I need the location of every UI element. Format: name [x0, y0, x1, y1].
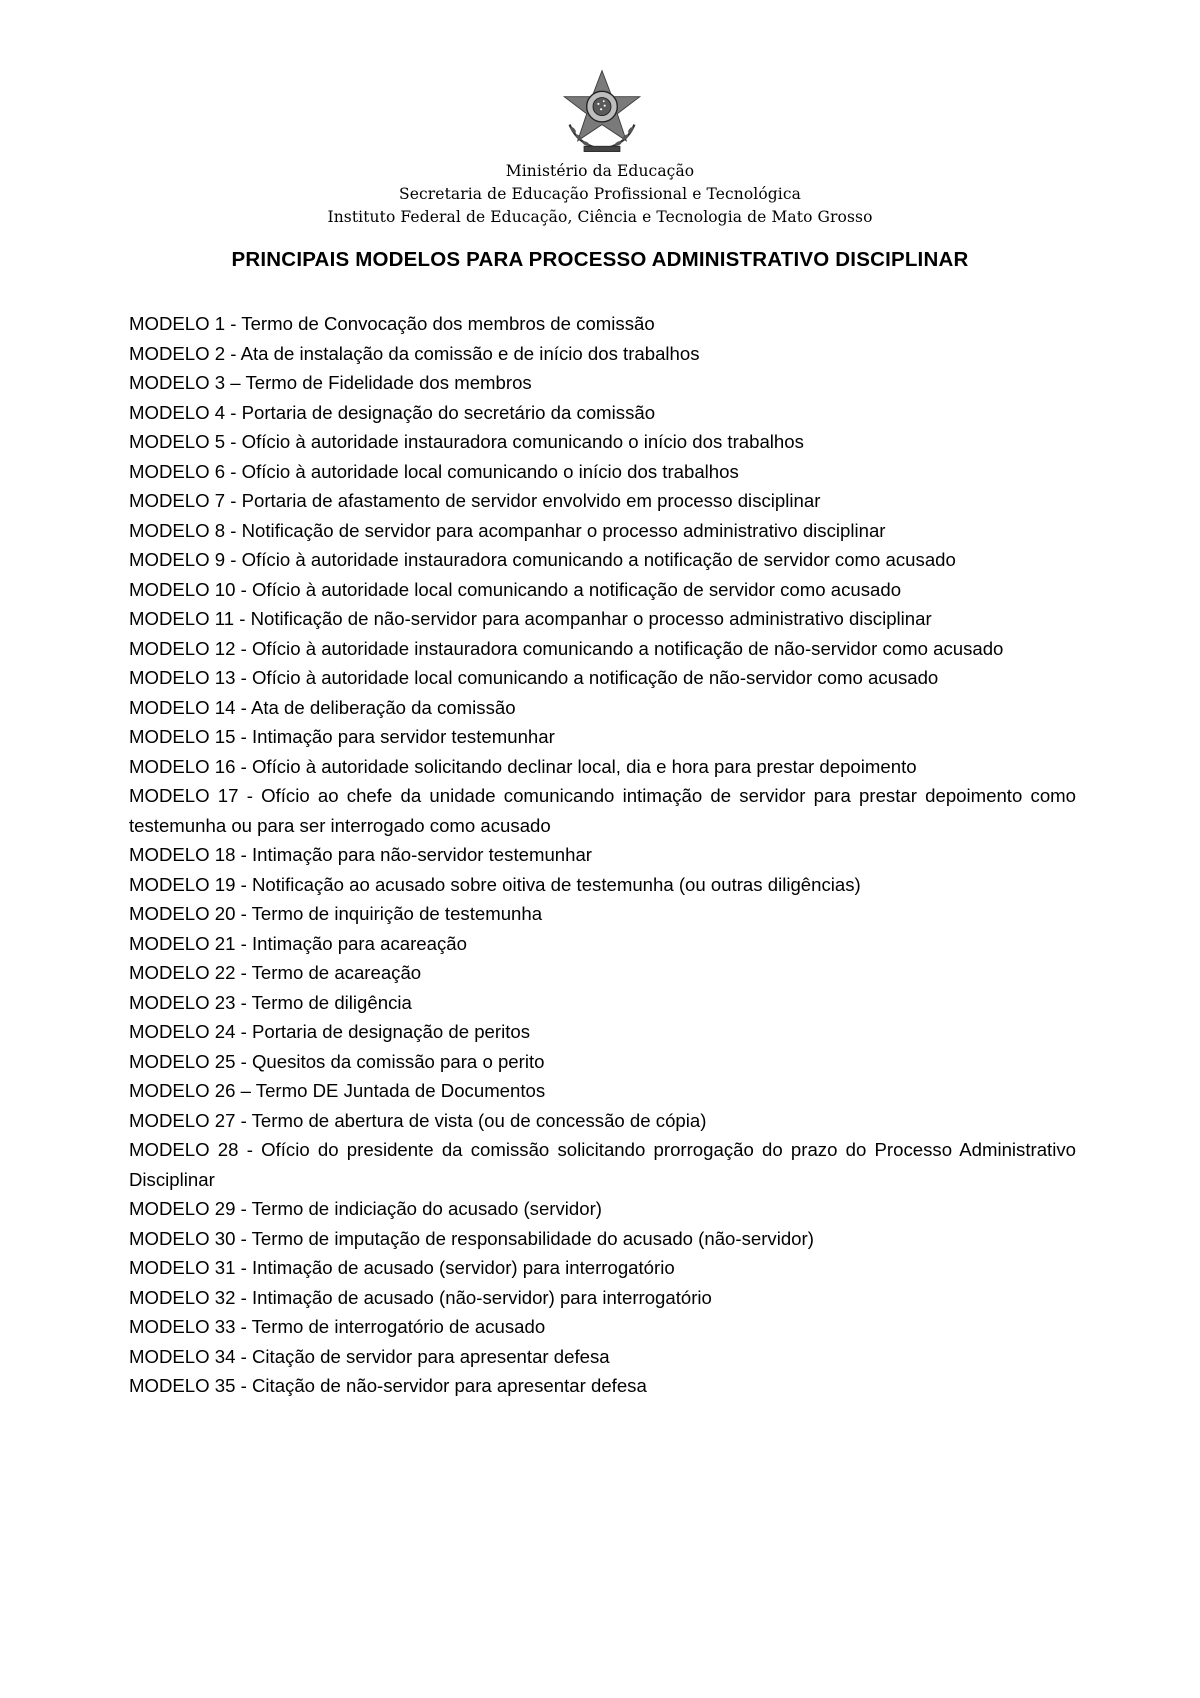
model-code: MODELO 34 — [129, 1345, 236, 1367]
list-item — [129, 693, 1076, 723]
model-separator: - — [225, 431, 242, 452]
model-separator: - — [235, 1227, 252, 1249]
model-separator: - — [235, 1198, 252, 1219]
model-separator: - — [238, 785, 262, 806]
model-separator: - — [235, 667, 252, 688]
document-title: PRINCIPAIS MODELOS PARA PROCESSO ADMINISTRATIVO DISCIPLINAR — [231, 248, 969, 271]
list-item — [129, 929, 1076, 959]
list-item — [129, 1135, 1076, 1194]
model-code: MODELO 16 — [129, 755, 236, 777]
list-item — [129, 1224, 1076, 1254]
model-description: Notificação ao acusado sobre oitiva de testemunha (ou outras diligências) — [251, 873, 861, 895]
model-separator: - — [235, 1316, 252, 1337]
model-code: MODELO 33 — [129, 1316, 236, 1337]
model-description: Ofício à autoridade instauradora comunicando a notificação de não-servidor como acusado — [251, 637, 1004, 659]
model-code: MODELO 18 — [129, 844, 236, 865]
model-code: MODELO 11 — [129, 608, 235, 629]
list-item — [129, 1017, 1076, 1047]
list-item — [129, 368, 1076, 398]
model-code: MODELO 35 — [129, 1375, 236, 1396]
list-item — [129, 427, 1076, 457]
model-separator: - — [225, 401, 242, 423]
model-description: Ofício à autoridade solicitando declinar local, dia e hora para prestar depoimento — [251, 755, 917, 777]
model-description: Ofício à autoridade instauradora comunicando o início dos trabalhos — [241, 431, 804, 452]
list-item — [129, 634, 1076, 664]
model-description: Ofício ao chefe da unidade comunicando intimação de servidor para prestar depoimento como testemunha ou para ser interrogado como acusado — [129, 785, 1076, 836]
model-code: MODELO 21 — [129, 932, 236, 954]
model-code: MODELO 31 — [129, 1257, 236, 1278]
model-code: MODELO 9 — [129, 549, 226, 570]
list-item — [129, 545, 1076, 575]
model-description: Quesitos da comissão para o perito — [251, 1050, 545, 1072]
list-item — [129, 1283, 1076, 1313]
model-description: Termo de Fidelidade dos membros — [245, 372, 532, 393]
model-code: MODELO 30 — [129, 1227, 236, 1249]
model-code: MODELO 19 — [129, 873, 236, 895]
model-separator: - — [225, 490, 242, 511]
model-description: Portaria de designação de peritos — [251, 1021, 531, 1042]
model-separator: - — [235, 578, 252, 600]
model-separator: - — [235, 1286, 252, 1308]
model-separator: - — [225, 460, 242, 482]
brazil-coat-of-arms-emblem — [557, 67, 647, 157]
model-description: Notificação de não-servidor para acompanhar o processo administrativo disciplinar — [250, 608, 932, 629]
model-code: MODELO 25 — [129, 1050, 236, 1072]
model-separator: - — [225, 342, 241, 364]
model-separator: - — [235, 1021, 252, 1042]
model-separator: - — [235, 1050, 252, 1072]
model-separator: - — [225, 519, 242, 541]
model-code: MODELO 29 — [129, 1198, 236, 1219]
model-code: MODELO 8 — [129, 519, 226, 541]
model-code: MODELO 28 — [129, 1139, 239, 1160]
model-separator: – — [225, 372, 246, 393]
model-description: Ofício à autoridade local comunicando o início dos trabalhos — [241, 460, 739, 482]
model-description: Citação de servidor para apresentar defesa — [251, 1345, 610, 1367]
secretariat-line: Secretaria de Educação Profissional e Tecnológica — [399, 185, 801, 203]
model-separator: - — [235, 1375, 252, 1396]
model-separator: - — [235, 903, 252, 924]
model-description: Intimação de acusado (servidor) para interrogatório — [251, 1257, 675, 1278]
model-code: MODELO 7 — [129, 490, 226, 511]
list-item — [129, 339, 1076, 369]
list-item — [129, 486, 1076, 516]
model-separator: - — [235, 637, 252, 659]
list-item — [129, 1371, 1076, 1401]
ministry-line: Ministério da Educação — [505, 162, 695, 180]
model-separator: - — [235, 755, 252, 777]
model-code: MODELO 32 — [129, 1286, 236, 1308]
list-item — [129, 1194, 1076, 1224]
list-item — [129, 781, 1076, 840]
model-description: Ofício do presidente da comissão solicitando prorrogação do prazo do Processo Administrativo Disciplinar — [129, 1139, 1076, 1190]
list-item — [129, 1076, 1076, 1106]
model-code: MODELO 13 — [129, 667, 236, 688]
list-item — [129, 457, 1076, 487]
model-separator: - — [235, 873, 252, 895]
model-separator: - — [238, 1139, 262, 1160]
model-description: Ata de instalação da comissão e de início dos trabalhos — [240, 342, 700, 364]
institute-line: Instituto Federal de Educação, Ciência e Tecnologia de Mato Grosso — [327, 208, 873, 226]
list-item — [129, 1342, 1076, 1372]
model-separator: - — [235, 1345, 252, 1367]
model-code: MODELO 5 — [129, 431, 226, 452]
list-item — [129, 1312, 1076, 1342]
model-code: MODELO 2 — [129, 342, 226, 364]
list-item — [129, 722, 1076, 752]
model-code: MODELO 3 — [129, 372, 226, 393]
model-description: Termo de imputação de responsabilidade do acusado (não-servidor) — [251, 1227, 814, 1249]
model-code: MODELO 20 — [129, 903, 236, 924]
list-item — [129, 516, 1076, 546]
list-item — [129, 575, 1076, 605]
list-item — [129, 958, 1076, 988]
model-description: Termo de diligência — [251, 991, 412, 1013]
model-code: MODELO 26 — [129, 1080, 236, 1101]
model-separator: - — [235, 991, 252, 1013]
list-item — [129, 899, 1076, 929]
model-list — [129, 309, 1076, 1401]
model-separator: - — [235, 726, 252, 747]
list-item — [129, 663, 1076, 693]
model-description: Intimação de acusado (não-servidor) para interrogatório — [251, 1286, 712, 1308]
model-description: Termo de acareação — [251, 962, 422, 983]
model-description: Termo de indiciação do acusado (servidor) — [251, 1198, 602, 1219]
model-description: Ata de deliberação da comissão — [250, 696, 516, 718]
model-code: MODELO 27 — [129, 1109, 236, 1131]
list-item — [129, 988, 1076, 1018]
model-code: MODELO 14 — [129, 696, 236, 718]
list-item — [129, 752, 1076, 782]
model-description: Termo de inquirição de testemunha — [251, 903, 543, 924]
model-separator: - — [234, 608, 251, 629]
model-description: Ofício à autoridade local comunicando a notificação de servidor como acusado — [251, 578, 902, 600]
model-description: Termo de abertura de vista (ou de concessão de cópia) — [251, 1109, 707, 1131]
model-code: MODELO 6 — [129, 460, 226, 482]
list-item — [129, 840, 1076, 870]
model-description: Citação de não-servidor para apresentar defesa — [251, 1375, 647, 1396]
model-description: Termo DE Juntada de Documentos — [255, 1080, 546, 1101]
model-separator: - — [235, 1109, 252, 1131]
model-separator: - — [235, 844, 252, 865]
model-description: Portaria de afastamento de servidor envolvido em processo disciplinar — [241, 490, 821, 511]
model-separator: - — [235, 932, 252, 954]
model-description: Termo de Convocação dos membros de comissão — [241, 313, 655, 334]
list-item — [129, 309, 1076, 339]
list-item — [129, 870, 1076, 900]
model-description: Ofício à autoridade instauradora comunicando a notificação de servidor como acusado — [241, 549, 956, 570]
model-code: MODELO 1 — [129, 313, 226, 334]
list-item — [129, 1106, 1076, 1136]
model-code: MODELO 12 — [129, 637, 236, 659]
model-separator: - — [235, 696, 251, 718]
institution-header — [0, 160, 1200, 229]
model-description: Intimação para servidor testemunhar — [251, 726, 555, 747]
list-item — [129, 1253, 1076, 1283]
model-separator: - — [225, 549, 242, 570]
list-item — [129, 604, 1076, 634]
model-separator: - — [235, 962, 252, 983]
model-code: MODELO 17 — [129, 785, 239, 806]
model-description: Ofício à autoridade local comunicando a notificação de não-servidor como acusado — [251, 667, 939, 688]
model-code: MODELO 10 — [129, 578, 236, 600]
model-code: MODELO 24 — [129, 1021, 236, 1042]
model-description: Intimação para acareação — [251, 932, 467, 954]
list-item — [129, 1047, 1076, 1077]
model-separator: - — [225, 313, 242, 334]
model-separator: - — [235, 1257, 252, 1278]
model-code: MODELO 22 — [129, 962, 236, 983]
model-description: Intimação para não-servidor testemunhar — [251, 844, 592, 865]
model-code: MODELO 4 — [129, 401, 226, 423]
model-description: Termo de interrogatório de acusado — [251, 1316, 546, 1337]
model-description: Portaria de designação do secretário da comissão — [241, 401, 656, 423]
model-description: Notificação de servidor para acompanhar o processo administrativo disciplinar — [241, 519, 886, 541]
model-code: MODELO 23 — [129, 991, 236, 1013]
model-separator: – — [235, 1080, 256, 1101]
list-item — [129, 398, 1076, 428]
model-code: MODELO 15 — [129, 726, 236, 747]
